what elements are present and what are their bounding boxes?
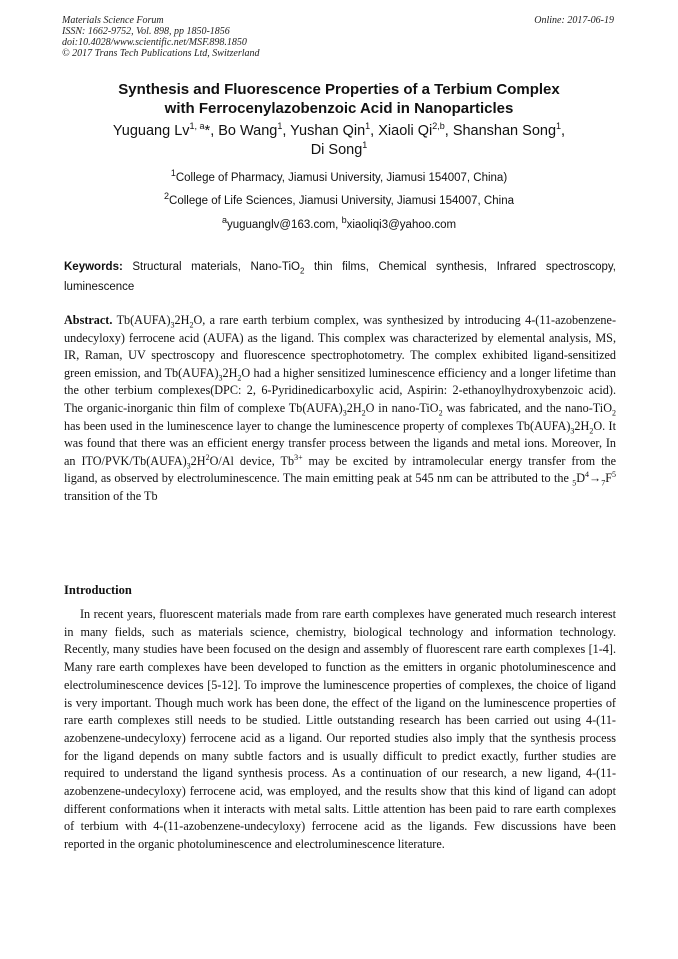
author-name: Bo Wang bbox=[218, 123, 278, 139]
abstract-text: may be excited by intramolecular energy transfer from the ligand, as observed by electroluminescence. The main emitting peak at 545 nm can be attributed to the bbox=[64, 453, 616, 486]
abstract-sub: 2 bbox=[612, 408, 616, 418]
title-line-1: Synthesis and Fluorescence Properties of a Terbium Complex bbox=[118, 81, 560, 98]
affiliation-2 bbox=[60, 191, 618, 208]
abstract-label: Abstract. bbox=[64, 313, 113, 327]
email-sup: a bbox=[221, 215, 227, 226]
paper-title bbox=[60, 80, 618, 118]
keywords-sub: 2 bbox=[299, 266, 305, 276]
abstract-sup: 5 bbox=[612, 470, 616, 480]
abstract-sub: 5 bbox=[572, 478, 577, 488]
author-name: Yushan Qin bbox=[290, 123, 366, 139]
abstract-sup: 4 bbox=[585, 470, 590, 480]
author-name: Shanshan Song bbox=[452, 123, 557, 139]
author-sep: , bbox=[561, 123, 566, 139]
abstract-sub: 3 bbox=[342, 408, 347, 418]
abstract-sub: 2 bbox=[438, 408, 443, 418]
email-sup: b bbox=[341, 215, 347, 226]
abstract-text: F bbox=[605, 471, 612, 486]
author-list bbox=[60, 122, 618, 160]
abstract-sub: 3 bbox=[170, 320, 175, 330]
abstract-text: 2H bbox=[174, 313, 190, 327]
author-sup: 1 bbox=[362, 140, 368, 151]
affiliation-text: College of Pharmacy, Jiamusi University, Jiamusi 154007, China) bbox=[175, 172, 508, 184]
abstract-text: O. It was found that there was an efficient energy transfer process between the ligands and metal ions. Moreover, In an ITO/PVK/Tb(AUFA) bbox=[64, 418, 616, 468]
affiliation-sup: 1 bbox=[170, 168, 176, 179]
journal-header bbox=[62, 15, 260, 59]
keywords-text: Structural materials, Nano-TiO bbox=[122, 261, 300, 273]
abstract-sub: 2 bbox=[589, 426, 594, 435]
abstract-text: has been used in the luminescence layer to change the luminescence property of complexes Tb(AUFA) bbox=[64, 418, 571, 433]
author-sup: 1 bbox=[277, 121, 283, 132]
abstract-text: 2H bbox=[222, 365, 238, 380]
journal-issn: ISSN: 1662-9752, Vol. 898, pp 1850-1856 bbox=[62, 26, 230, 37]
abstract-sub: 2 bbox=[361, 408, 366, 418]
keywords bbox=[64, 259, 616, 295]
journal-name: Materials Science Forum bbox=[62, 15, 164, 26]
abstract-sub: 7 bbox=[601, 478, 606, 488]
abstract-sub: 3 bbox=[218, 373, 223, 383]
author-sup: 1 bbox=[365, 121, 371, 132]
abstract-text: O in nano-TiO bbox=[365, 400, 439, 415]
abstract-text: 2H bbox=[346, 400, 362, 415]
author-name: Yuguang Lv bbox=[112, 123, 190, 139]
introduction-body: In recent years, fluorescent materials made from rare earth complexes have generated much research interest in many fields, such as materials science, chemistry, biological technology and information technology. Recently, many studies have been focused on the design and assembly of fluorescent rare earth complexes [1-4]. Many rare earth complexes have been developed to function as the emitters in organic photoluminescence and electroluminescence devices [5-12]. To improve the luminescence properties of complexes, the choice of ligand is very important. Though much work has been done, the effect of the ligand on the luminescence properties of rare earth complexes still needs to be studied. Little outstanding research has been carried out using 4-(11-azobenzene-undecyloxy) ferrocene acid as a ligand. Our reported studies also imply that the synthesis process for the ligand depends on many subtle factors and is usually difficult to predict exactly, further studies are required to understand the ligand synthesis process. As a continuation of our research, a new ligand, 4-(11-azobenzene-undecyloxy) ferrocene acid, was employed, and the results show that this kind of ligand can adopt different conformations when it interacts with metal salts. Little attention has been paid to rare earth complexes of terbium with 4-(11-azobenzene-undecyloxy) ferrocene acid as the ligands. Few discussions have been reported in the organic photoluminescence and electroluminescence literature. bbox=[64, 607, 616, 852]
abstract-sub: 2 bbox=[237, 373, 242, 383]
abstract-sup: 2 bbox=[205, 452, 210, 462]
author-sup: 1 bbox=[556, 121, 562, 132]
author-sep: , bbox=[370, 123, 379, 139]
journal-doi: doi:10.4028/www.scientific.net/MSF.898.1850 bbox=[62, 37, 247, 48]
abstract-text: 2H bbox=[190, 453, 206, 468]
author-emails bbox=[60, 215, 618, 232]
email-b: xiaoliqi3@yahoo.com bbox=[346, 219, 457, 231]
author-sup: 1, a bbox=[189, 121, 205, 132]
abstract-text: O had a higher sensitized luminescence efficiency and a longer lifetime than the other terbium complexes(DPC: 2, 6-Pyridinedicarboxylic acid, Aspirin: 2-ethanoylhydroxybenzoic acid). The organic-inorganic thin film of complexe Tb(AUFA) bbox=[64, 365, 616, 415]
keywords-label: Keywords: bbox=[64, 261, 123, 273]
abstract-sub: 2 bbox=[189, 320, 194, 330]
journal-copyright: © 2017 Trans Tech Publications Ltd, Switzerland bbox=[62, 48, 260, 59]
author-sep: , bbox=[444, 123, 453, 139]
abstract-sub: 3 bbox=[570, 426, 575, 435]
abstract-text: O, a rare earth terbium complex, was synthesized by introducing 4-(11-azobenzene-undecyloxy) ferrocene acid (AUFA) as the ligand. This complex was characterized by elemental analysis, MS, IR, Raman, UV spectroscopy and fluorescence spectrophotometry. The complex exhibited ligand-sensitized green emission, and Tb(AUFA) bbox=[64, 313, 616, 380]
abstract-arrow: D bbox=[576, 471, 586, 486]
author-name: Di Song bbox=[310, 142, 363, 158]
author-name: Xiaoli Qi bbox=[378, 123, 433, 139]
title-line-2: with Ferrocenylazobenzoic Acid in Nanoparticles bbox=[164, 100, 514, 117]
abstract bbox=[64, 312, 616, 506]
introduction-heading: Introduction bbox=[64, 583, 132, 597]
keywords-text: thin films, Chemical synthesis, Infrared spectroscopy, luminescence bbox=[64, 261, 616, 294]
online-date: Online: 2017-06-19 bbox=[534, 15, 614, 26]
abstract-text: O/Al device, Tb bbox=[209, 453, 295, 468]
email-a: yuguanglv@163.com, bbox=[226, 219, 342, 231]
author-sep: *, bbox=[204, 123, 219, 139]
affiliation-1 bbox=[60, 168, 618, 185]
author-sup: 2,b bbox=[432, 121, 445, 132]
author-sep: , bbox=[282, 123, 291, 139]
abstract-text: 2H bbox=[574, 418, 590, 433]
abstract-text: was fabricated, and the nano-TiO bbox=[442, 400, 612, 415]
abstract-text: → bbox=[589, 471, 602, 486]
affiliation-text: College of Life Sciences, Jiamusi University, Jiamusi 154007, China bbox=[169, 195, 514, 207]
affiliation-sup: 2 bbox=[164, 191, 170, 202]
abstract-text: transition of the Tb bbox=[64, 488, 158, 503]
abstract-text: Tb(AUFA) bbox=[112, 313, 171, 327]
abstract-sub: 3 bbox=[186, 461, 191, 471]
abstract-sup: 3+ bbox=[294, 452, 303, 462]
